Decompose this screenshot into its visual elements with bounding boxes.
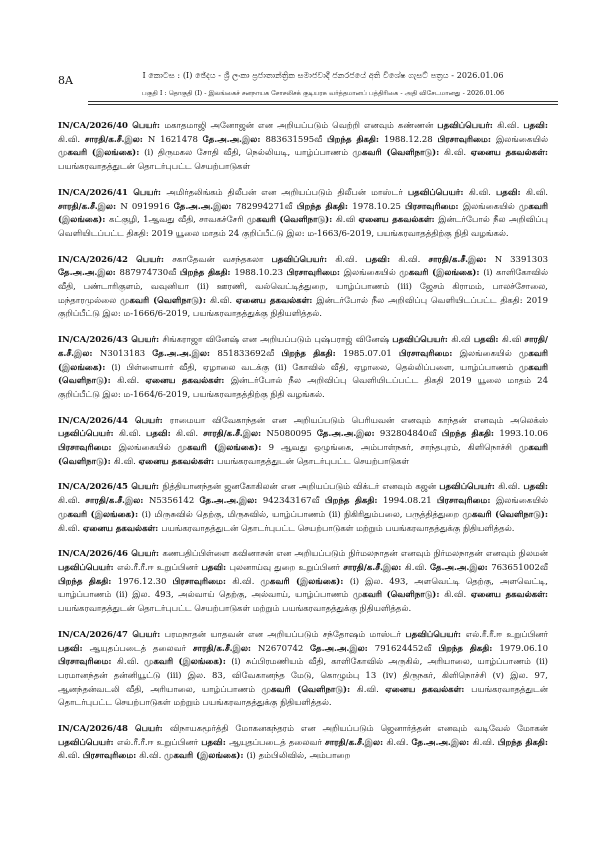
field-label: சாரதி/க.சீ.இல: — [203, 429, 267, 440]
entry-reference: IN/CA/2026/44 — [58, 415, 128, 426]
field-label: பதவிப்பெயர்: — [405, 629, 466, 640]
listing-entry — [58, 187, 548, 242]
field-value: கி.வி. — [209, 295, 236, 306]
field-label: ஏனைய தகவல்கள்: — [470, 148, 548, 159]
field-label: பெயர்: — [127, 335, 163, 346]
field-label: ஏனைய தகவல்கள்: — [358, 215, 439, 226]
field-label: பதவி: — [201, 562, 230, 573]
field-label: முகவரி (இலங்கை): — [164, 751, 247, 762]
field-label: பதவிப்பெயர்: — [437, 121, 498, 131]
field-label: முகவரி (வெளிநாடு): — [352, 590, 445, 601]
field-value: N 3391303 — [494, 254, 549, 265]
field-label: சாரதி/க.சீ.இல: — [428, 254, 495, 265]
field-label: ஏனைய தகவல்கள்: — [82, 523, 162, 534]
field-value: (i) மிருசுவில் தெற்கு, மிருசுவில், யாழ்ப்பாணம் (ii) நிகிரிதும்பலை, பருத்தித்துறை — [141, 509, 463, 520]
field-value: கி.வி. — [175, 429, 204, 440]
page-number: 8A — [58, 74, 73, 87]
field-label: முகவரி (இலங்கை): — [399, 268, 484, 279]
field-value: 851833692வீ — [217, 348, 282, 359]
field-label: பிரசாவுரிமை: — [436, 496, 496, 507]
listing-entry — [58, 723, 548, 764]
field-label: பிரசாவுரிமை: — [404, 201, 463, 212]
field-value: (i) காளிகோவில் வீதி, பண்டாரிகுளம், வவுனியா (ii) ஊரணி, வல்வெட்டித்துறை, யாழ்ப்பாணம் (iii) ஜேசம் கிராமம், பாலச்சோலை, மந்தாரமுல்லை — [58, 268, 548, 306]
field-value: 883631595வீ — [265, 134, 328, 145]
field-label: முகவரி (வெளிநாடு): — [462, 509, 548, 520]
field-label: பிறந்த திகதி: — [179, 268, 235, 279]
field-label: முகவரி (வெளிநாடு): — [58, 443, 549, 467]
entry-reference: IN/CA/2026/46 — [58, 549, 128, 560]
field-label: பிரசாவுரிமை: — [58, 443, 119, 454]
field-label: பதவிப்பெயர்: — [407, 187, 469, 198]
field-value: 782994271வீ — [235, 201, 297, 212]
listing-entry — [58, 334, 548, 403]
field-value: கி.வி — [451, 335, 474, 346]
field-label: பெயர்: — [127, 724, 170, 735]
field-label: பிறந்த திகதி: — [281, 348, 344, 359]
gazette-header-sinhala: I කොටස : (I) ඡේදය - ශ්‍රී ලංකා ප්‍රජාතාන්ත්‍රික සමාජවාදී ජනරජයේ අති විශේෂ ගැසට් පත්‍රය - 2026.01.06 — [142, 71, 504, 80]
field-value: (i) திருமகல சோதி வீதி, நெல்லியடி, யாழ்ப்பாணம் — [144, 148, 353, 159]
field-value: 9 ஆவது ஒழுங்கை, அம்பாள்நகர், சாந்தபுரம், கிளிநொச்சி — [268, 443, 519, 454]
listing-entry — [58, 120, 548, 175]
field-label: பெயர்: — [127, 629, 165, 640]
field-value: கி.வி — [501, 335, 525, 346]
field-value: 1993.10.06 — [499, 429, 549, 440]
field-value: சிங்கராஜா வினேஷ் என அறியப்படும் புஷ்பராஜ் வினேஷ் — [162, 335, 393, 346]
field-value: 932804840வீ — [379, 429, 442, 440]
field-value: 1979.06.10 — [499, 643, 548, 654]
field-label: முகவரி (இலங்கை): — [260, 576, 350, 587]
field-label: பிறந்த திகதி: — [296, 201, 353, 212]
listing-entry — [58, 254, 548, 323]
field-label: முகவரி (இலங்கை): — [58, 201, 549, 226]
field-label: பிரசாவுரிமை: — [286, 268, 344, 279]
field-label: சாரதி/க.சீ.இல: — [343, 562, 405, 573]
field-value: N5356142 — [148, 496, 200, 507]
field-label: முகவரி (வெளிநாடு): — [58, 362, 548, 387]
field-value: N5080095 — [266, 429, 317, 440]
field-value: கணபதிப்பிள்ளை கவினாசன் என அறியப்படும் நிர்மலநாதன் எனவும் நிர்மலநாதன் எனவும் நிலமன் — [162, 549, 548, 560]
field-value: (i) தம்பிலிவில், அம்பாறை — [246, 751, 351, 762]
field-value: கி.வி. — [398, 254, 429, 265]
header-rule-top — [88, 101, 558, 102]
listing-entry — [58, 548, 548, 617]
listing-entry — [58, 481, 548, 536]
field-label: சாரதி/க.சீ.இல: — [192, 643, 258, 654]
field-label: பெயர்: — [127, 254, 173, 265]
field-label: பதவிப்பெயர்: — [392, 335, 452, 346]
field-label: பிரசாவுரிமை: — [437, 134, 496, 145]
field-value: கி.வி. — [58, 496, 86, 507]
field-label: பிறந்த திகதி: — [438, 643, 500, 654]
field-label: பிறந்த திகதி: — [324, 496, 383, 507]
field-value: N3013183 — [99, 348, 153, 359]
field-label: தே.அ.அ.இல: — [173, 201, 236, 212]
field-value: எல்.ரீ.ரீ.ஈ உறுப்பினர் — [117, 562, 202, 573]
field-value: எல்.ரீ.ரீ.ஈ உறுப்பினர் — [465, 629, 549, 640]
field-label: பதவி: — [146, 429, 176, 440]
field-value: கி.வி. — [498, 482, 524, 493]
field-value: கி.வி. — [116, 657, 145, 668]
field-label: தே.அ.அ.இல: — [152, 348, 218, 359]
field-value: ராமையா விவேகாந்தன் என அறியப்படும் பெரியவன் எனவும் காந்தன் எனவும் அலெக்ஸ் — [169, 415, 548, 426]
field-label: பிறந்த திகதி: — [441, 429, 500, 440]
field-label: தே.அ.அ.இல: — [316, 429, 380, 440]
field-label: பதவிப்பெயர்: — [58, 562, 118, 573]
field-value: அமிர்தலிங்கம் திலீபன் என அறியப்படும் திலீபன் மாஸ்டர் — [166, 187, 408, 198]
entry-reference: IN/CA/2026/42 — [58, 254, 128, 265]
field-value: கி.வி. — [404, 562, 430, 573]
field-label: பதவிப்பெயர்: — [58, 429, 119, 440]
field-label: பிரசாவுரிமை: — [58, 657, 117, 668]
field-value: கி.வி. — [472, 737, 498, 748]
field-label: பெயர்: — [127, 187, 167, 198]
field-value: கி.வி. — [118, 429, 147, 440]
field-label: முகவரி (வெளிநாடு): — [352, 148, 445, 159]
field-value: 1978.10.25 — [352, 201, 405, 212]
field-value: இலங்கையில் — [343, 268, 400, 279]
field-label: பிரசாவுரிமை: — [172, 576, 233, 587]
field-value: கி.வி. — [58, 523, 83, 534]
field-value: 942343167வீ — [262, 496, 325, 507]
field-value: கி.வி. — [497, 121, 524, 131]
field-label: ஏனைய தகவல்கள்: — [470, 590, 548, 601]
field-value: கி.வி — [335, 215, 359, 226]
field-label: சாரதி/க.சீ.இல: — [325, 737, 387, 748]
field-label: பிரசாவுரிமை: — [398, 348, 460, 359]
field-value: இன்டர்போல் நீல அறிவிப்பு வெளியிடப்பட்ட திகதி: 2019 யூலை மாதம் 24 குறிப்பீட்டு இல: ம-1663/6-2019, பயங்கரவாதத்திற்கு நிதி வழங்கல். — [58, 215, 549, 239]
field-value: கட்குழி, 1ஆவது வீதி, சாவகச்சேரி — [109, 215, 247, 226]
field-label: தே.அ.அ.இல: — [411, 737, 473, 748]
field-label: முகவரி (இலங்கை): — [58, 148, 145, 159]
field-value: பயங்கரவாதத்துடன் தொடர்புபட்ட செயற்பாடுகள் — [58, 162, 251, 173]
field-label: பதவி: — [58, 643, 90, 654]
field-value: ஆயுதப்படைத் தலைவர் — [229, 737, 326, 748]
field-value: (i) இல. 493, அளவெட்டி தெற்கு, அளவெட்டி, யாழ்ப்பாணம் (ii) இல. 493, அல்வாய் தெற்கு, அல்வாய், யாழ்ப்பாணம் — [58, 576, 549, 601]
field-label: தே.அ.அ.இல: — [310, 643, 375, 654]
field-label: பதவிப்பெயர்: — [271, 254, 336, 265]
field-value: கி.வி. — [468, 187, 496, 198]
listing-entry — [58, 415, 548, 470]
field-label: முகவரி (இலங்கை): — [177, 443, 269, 454]
field-value: இன்டர்போல் நீல அறிவிப்பு வெளியிடப்பட்ட திகதி: 2019 குறிப்பீட்டு இல: ம-1666/6-2019, பயங்கரவாதத்துக்கு நிதியளித்தல். — [58, 295, 548, 320]
field-value: இலங்கையில் — [462, 201, 519, 212]
field-value: கி.வி. — [117, 376, 146, 387]
field-label: ஏனைய தகவல்கள்: — [145, 376, 231, 387]
field-label: தே.அ.அ.இல: — [58, 268, 120, 279]
field-label: முகவரி (வெளிநாடு): — [261, 684, 357, 695]
field-label: சாரதி/க.சீ.இல: — [85, 496, 149, 507]
field-label: பெயர்: — [127, 121, 165, 131]
field-label: சாரதி/க.சீ.இல: — [84, 134, 148, 145]
field-label: சாரதி/க.சீ.இல: — [58, 201, 121, 212]
field-value: கி.வி. — [58, 751, 83, 762]
field-label: ஏனைய தகவல்கள்: — [385, 684, 472, 695]
field-label: சாரதி/க.சீ.இல: — [58, 335, 549, 359]
field-value: கி.வி. — [232, 576, 261, 587]
field-value: N2670742 — [258, 643, 311, 654]
field-value: 887974730வீ — [119, 268, 180, 279]
field-value: கி.வி. — [525, 187, 549, 198]
field-value: பயங்கரவாதத்துடன் தொடர்புபட்ட செயற்பாடுகள் மற்றும் பயங்கரவாதத்துக்கு நிதியளித்தல். — [58, 684, 548, 709]
field-value: ஆயுதப்படைத் தலைவர் — [89, 643, 193, 654]
field-value: 763651002வீ — [491, 562, 548, 573]
field-label: பதவி: — [495, 187, 526, 198]
field-label: பதவி: — [473, 335, 502, 346]
field-label: முகவரி (இலங்கை): — [58, 509, 142, 520]
field-value: இலங்கையில் — [495, 496, 549, 507]
field-label: பதவி: — [523, 482, 548, 493]
field-value: மகாதமாஜி அனோஜன் என அறியப்படும் வெற்றி எனவும் கண்ணன் — [164, 121, 438, 131]
field-label: பெயர்: — [127, 482, 163, 493]
field-label: முகவரி (வெளிநாடு): — [246, 215, 336, 226]
field-value: புலனாய்வு துறை உறுப்பினர் — [229, 562, 344, 573]
listing-entry — [58, 629, 548, 711]
field-value: பயங்கரவாதத்துடன் தொடர்புபட்ட செயற்பாடுகள் — [217, 456, 410, 467]
entry-reference: IN/CA/2026/47 — [58, 629, 128, 640]
field-value: இலங்கையில் — [459, 348, 519, 359]
field-label: தே.அ.அ.இல: — [199, 496, 263, 507]
field-label: முகவரி (இலங்கை): — [58, 348, 549, 373]
field-value: N 1621478 — [147, 134, 203, 145]
field-label: பிறந்த திகதி: — [497, 737, 549, 748]
field-label: பிறந்த திகதி: — [58, 576, 118, 587]
field-value: பரமநாதன் யாதவன் என அறியப்படும் சந்தோஷம் மாஸ்டர் — [164, 629, 406, 640]
field-value: 1985.07.01 — [343, 348, 399, 359]
field-label: பதவி: — [365, 254, 399, 265]
field-value: கி.வி. — [139, 751, 165, 762]
field-value: இன்டர்போல் நீல அறிவிப்பு வெளியிடப்பட்ட திகதி 2019 யூலை மாதம் 24 குறிப்பீட்டு இல: ம-1664/6-2019, பயங்கரவாதத்திற்கு நிதி வழங்கல். — [58, 376, 548, 400]
field-value: கி.வி. — [444, 590, 471, 601]
field-label: பிறந்த திகதி: — [327, 134, 385, 145]
field-value: இலங்கையில் — [118, 443, 178, 454]
field-value: 1994.08.21 — [382, 496, 437, 507]
field-label: பதவி: — [201, 737, 230, 748]
field-value: எல்.ரீ.ரீ.ஈ உறுப்பினர் — [116, 737, 202, 748]
field-value: பயங்கரவாதத்துடன் தொடர்புபட்ட செயற்பாடுகள் மற்றும் பயங்கரவாதத்துக்கு நிதியளித்தல். — [58, 604, 412, 615]
entry-reference: IN/CA/2026/43 — [58, 335, 128, 346]
entry-reference: IN/CA/2026/40 — [58, 121, 128, 131]
field-label: முகவரி (வெளிநாடு): — [120, 295, 210, 306]
field-value: விநாயகமூர்த்தி மோகனகந்தரம் என அறியப்படும் ஜெனார்த்தன் எனவும் வடிவேல் மோகன் — [169, 724, 549, 735]
field-value: பயங்கரவாதத்துடன் தொடர்புபட்ட செயற்பாடுகள் மற்றும் பயங்கரவாதத்துக்கு நிதியளித்தல். — [161, 523, 515, 534]
field-label: தே.அ.அ.இல: — [202, 134, 266, 145]
field-value: கி.வி. — [113, 456, 139, 467]
field-label: தே.அ.அ.இல: — [429, 562, 492, 573]
entry-reference: IN/CA/2026/45 — [58, 482, 128, 493]
field-label: ஏனைய தகவல்கள்: — [235, 295, 317, 306]
field-value: கி.வி. — [444, 148, 471, 159]
field-value: 1988.10.23 — [234, 268, 287, 279]
field-value: சகாதேவன் வசந்தகலா — [172, 254, 272, 265]
field-value: N 0919916 — [120, 201, 174, 212]
header-rule-bottom — [88, 104, 558, 105]
field-value: நித்தியானந்தன் ஜனகோகிலன் என அறியப்படும் விக்டர் எனவும் கஜன் — [162, 482, 440, 493]
field-value: கி.வி. — [386, 737, 412, 748]
field-label: முகவரி (இலங்கை): — [144, 657, 232, 668]
field-label: பெயர்: — [127, 415, 170, 426]
field-label: பதவிப்பெயர்: — [58, 737, 117, 748]
field-value: கி.வி. — [356, 684, 386, 695]
field-label: பதவிப்பெயர்: — [439, 482, 499, 493]
field-value: இலங்கையில் — [496, 134, 549, 145]
field-label: பெயர்: — [127, 549, 163, 560]
field-value: (i) பிள்ளையார் வீதி, ஏழாலை வடக்கு (ii) கோவில் வீதி, ஏழாலை, தெல்லிப்பளை, யாழ்ப்பாணம் — [111, 362, 519, 373]
entries-list — [58, 120, 548, 776]
field-value: 1988.12.28 — [384, 134, 438, 145]
entry-reference: IN/CA/2026/48 — [58, 724, 128, 735]
field-value: கி.வி. — [58, 134, 85, 145]
field-label: பிரசாவுரிமை: — [82, 751, 140, 762]
field-value: கி.வி. — [335, 254, 366, 265]
field-value: (i) சுப்பிரமணியம் வீதி, காளிகோவில் அருகில், அரியாலை, யாழ்ப்பாணம் (ii) பரமானந்தன் தன்னியூட்டு (iii) இல. 83, விவேகானந்த மேடு, கொழும்பு 13 (iv) திருநகர், கிளிநொச்சி (v) இல. 97, ஆனந்தன்வடலி வீதி, அரியாலை, யாழ்ப்பாணம் — [58, 657, 548, 695]
gazette-header-tamil: பகுதி I : தொகுதி (I) - இலங்கைச் சனநாயக சோசலிசக் குடியரசு வர்த்தமானப் பத்திரிகை - அதி விசேடமானது - 2026.01.06 — [141, 89, 505, 97]
entry-reference: IN/CA/2026/41 — [58, 187, 128, 198]
field-label: பதவி: — [523, 121, 548, 131]
field-label: ஏனைய தகவல்கள்: — [138, 456, 218, 467]
field-value: 1976.12.30 — [117, 576, 173, 587]
field-value: 791624452வீ — [374, 643, 439, 654]
